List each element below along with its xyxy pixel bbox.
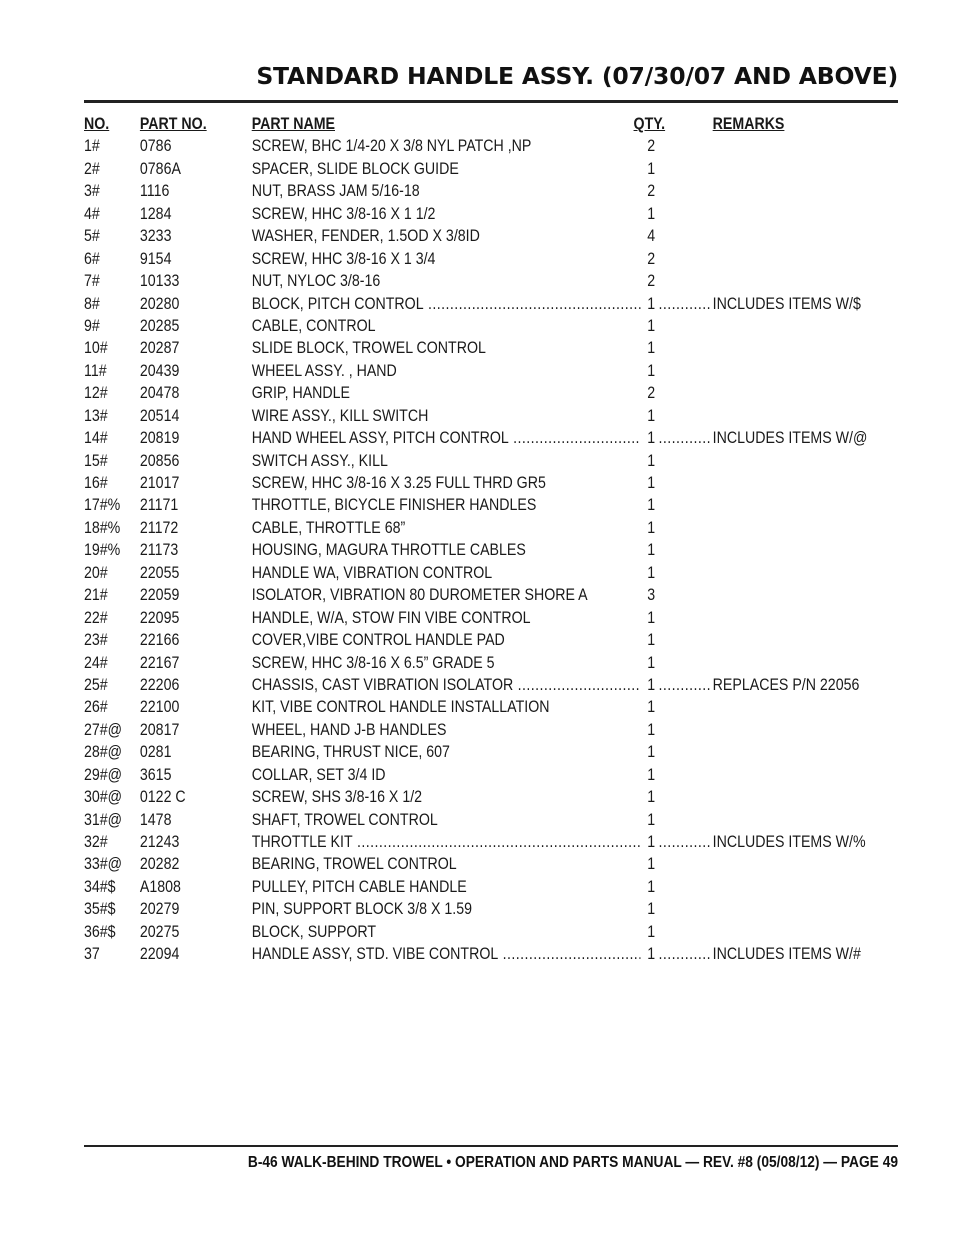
table-row <box>84 315 898 337</box>
row-no: 35#$ <box>84 900 116 919</box>
row-qty: 1 <box>647 833 656 851</box>
row-no: 24# <box>84 653 108 672</box>
table-row <box>84 943 898 965</box>
dot-leader <box>658 831 710 853</box>
row-qty: 1 <box>647 204 656 223</box>
row-qty: 1 <box>647 922 656 941</box>
row-part-no: 20275 <box>139 922 180 941</box>
row-part-name: THROTTLE, BICYCLE FINISHER HANDLES <box>251 496 537 515</box>
table-row <box>84 248 898 270</box>
row-qty: 1 <box>647 855 656 874</box>
row-no: 7# <box>84 272 100 291</box>
row-qty: 1 <box>647 765 656 784</box>
row-part-no: 0122 C <box>139 788 186 807</box>
row-remarks: INCLUDES ITEMS W/@ <box>712 429 868 448</box>
dot-leader: CHASSIS, CAST VIBRATION ISOLATOR ..... <box>252 674 641 696</box>
table-row <box>84 853 898 875</box>
row-part-no: 0281 <box>139 743 172 762</box>
row-no: 27#@ <box>84 720 123 739</box>
row-qty: 3 <box>647 586 656 605</box>
row-qty: 1 <box>647 406 656 425</box>
row-part-no: 20287 <box>139 339 180 358</box>
table-row <box>84 831 898 853</box>
table-row <box>84 158 898 180</box>
row-part-no: 20817 <box>139 720 180 739</box>
row-part-no: 1478 <box>139 810 172 829</box>
row-qty: 1 <box>647 698 656 717</box>
row-part-name: SCREW, BHC 1/4-20 X 3/8 NYL PATCH ,NP <box>251 137 532 156</box>
row-no: 14# <box>84 429 108 448</box>
table-row <box>84 494 898 516</box>
row-part-no: 22167 <box>139 653 180 672</box>
table-row <box>84 898 898 920</box>
footer-divider <box>84 1145 898 1147</box>
page-footer: B-46 WALK-BEHIND TROWEL • OPERATION AND PARTS MANUAL — REV. #8 (05/08/12) — PAGE 49 <box>247 1154 899 1171</box>
row-qty: 1 <box>647 474 656 492</box>
row-part-no: 0786 <box>139 137 172 156</box>
row-remarks: REPLACES P/N 22056 <box>712 675 860 694</box>
row-no: 1# <box>84 137 100 156</box>
row-part-name: SHAFT, TROWEL CONTROL <box>251 810 438 829</box>
row-part-name: SCREW, HHC 3/8-16 X 1 1/2 <box>251 204 436 223</box>
table-row <box>84 539 898 561</box>
row-part-no: 10133 <box>139 272 180 291</box>
row-part-name: GRIP, HANDLE <box>251 384 351 403</box>
row-part-no: 22055 <box>139 563 180 582</box>
row-part-name: WASHER, FENDER, 1.5OD X 3/8ID <box>251 227 480 246</box>
row-no: 6# <box>84 249 100 268</box>
row-no: 28#@ <box>84 743 123 762</box>
row-part-no: A1808 <box>139 877 181 896</box>
row-qty: 1 <box>647 608 656 627</box>
row-no: 13# <box>84 406 108 425</box>
row-no: 37 <box>84 945 100 964</box>
row-part-no: 20279 <box>139 900 180 919</box>
row-qty: 1 <box>647 743 656 762</box>
row-part-no: 20514 <box>139 406 180 425</box>
row-qty: 1 <box>647 159 656 178</box>
row-part-no: 21173 <box>139 541 179 560</box>
row-no: 30#@ <box>84 788 123 807</box>
row-qty: 1 <box>647 945 656 964</box>
table-row <box>84 135 898 157</box>
row-part-no: 21243 <box>139 833 180 851</box>
row-no: 29#@ <box>84 765 123 784</box>
row-remarks: INCLUDES ITEMS W/% <box>712 833 866 851</box>
row-part-name: KIT, VIBE CONTROL HANDLE INSTALLATION <box>251 698 550 717</box>
table-row <box>84 450 898 472</box>
table-row <box>84 809 898 831</box>
table-row <box>84 607 898 629</box>
parts-list-table <box>84 113 898 966</box>
table-row <box>84 180 898 202</box>
row-part-name: COVER,VIBE CONTROL HANDLE PAD <box>251 631 505 650</box>
row-qty: 1 <box>647 563 656 582</box>
table-row <box>84 293 898 315</box>
row-no: 34#$ <box>84 877 116 896</box>
row-part-name: HOUSING, MAGURA THROTTLE CABLES <box>251 541 526 560</box>
row-qty: 1 <box>647 631 656 650</box>
row-part-name: CABLE, THROTTLE 68” <box>251 518 406 537</box>
row-qty: 1 <box>647 720 656 739</box>
row-no: 11# <box>84 361 107 380</box>
row-part-name: NUT, BRASS JAM 5/16-18 <box>251 182 420 201</box>
row-no: 25# <box>84 675 108 694</box>
header-part-name: PART NAME <box>251 115 335 133</box>
row-no: 26# <box>84 698 108 717</box>
row-qty: 1 <box>647 429 656 448</box>
row-qty: 1 <box>647 788 656 807</box>
row-qty: 1 <box>647 294 656 313</box>
row-part-name: SCREW, SHS 3/8-16 X 1/2 <box>251 788 423 807</box>
row-no: 8# <box>84 294 100 313</box>
table-row <box>84 764 898 786</box>
dot-leader: HANDLE ASSY, STD. VIBE CONTROL ..... <box>252 943 641 965</box>
row-part-name: HANDLE, W/A, STOW FIN VIBE CONTROL <box>251 608 531 627</box>
row-no: 16# <box>84 474 108 492</box>
row-part-name: PIN, SUPPORT BLOCK 3/8 X 1.59 <box>251 900 473 919</box>
row-part-no: 21172 <box>139 518 179 537</box>
table-row <box>84 225 898 247</box>
row-part-name: SWITCH ASSY., KILL <box>251 451 388 470</box>
dot-leader <box>658 427 710 449</box>
row-part-no: 1116 <box>139 182 170 201</box>
row-part-name: PULLEY, PITCH CABLE HANDLE <box>251 877 467 896</box>
row-qty: 1 <box>647 541 656 560</box>
row-part-name: BEARING, THRUST NICE, 607 <box>251 743 450 762</box>
row-no: 9# <box>84 316 100 335</box>
row-part-no: 22100 <box>139 698 180 717</box>
row-part-no: 21171 <box>139 496 179 515</box>
row-qty: 1 <box>647 518 656 537</box>
row-qty: 1 <box>647 810 656 829</box>
row-no: 31#@ <box>84 810 123 829</box>
row-part-no: 20282 <box>139 855 180 874</box>
row-part-name: SLIDE BLOCK, TROWEL CONTROL <box>251 339 486 358</box>
row-qty: 1 <box>647 653 656 672</box>
row-part-no: 22206 <box>139 675 180 694</box>
row-no: 10# <box>84 339 108 358</box>
row-no: 32# <box>84 833 108 851</box>
table-row <box>84 876 898 898</box>
row-qty: 1 <box>647 361 656 380</box>
table-row <box>84 203 898 225</box>
row-part-name: BLOCK, SUPPORT <box>251 922 377 941</box>
row-no: 3# <box>84 182 100 201</box>
row-no: 33#@ <box>84 855 123 874</box>
table-row <box>84 517 898 539</box>
table-row <box>84 696 898 718</box>
row-part-no: 22166 <box>139 631 180 650</box>
row-part-no: 3233 <box>139 227 172 246</box>
table-row <box>84 472 898 494</box>
row-part-no: 20478 <box>139 384 180 403</box>
header-qty: QTY. <box>633 115 666 133</box>
row-part-no: 0786A <box>139 159 181 178</box>
dot-leader: BLOCK, PITCH CONTROL ..... <box>252 293 641 315</box>
row-part-name: SCREW, HHC 3/8-16 X 6.5” GRADE 5 <box>251 653 495 672</box>
row-part-name: SCREW, HHC 3/8-16 X 1 3/4 <box>251 249 436 268</box>
row-no: 12# <box>84 384 108 403</box>
dot-leader: THROTTLE KIT ..... <box>252 831 641 853</box>
row-part-no: 20819 <box>139 429 180 448</box>
row-part-name: COLLAR, SET 3/4 ID <box>251 765 386 784</box>
row-part-name: WHEEL, HAND J-B HANDLES <box>251 720 447 739</box>
dot-leader <box>658 674 710 696</box>
table-row <box>84 405 898 427</box>
table-row <box>84 741 898 763</box>
row-part-name: WIRE ASSY., KILL SWITCH <box>251 406 429 425</box>
row-qty: 2 <box>647 272 656 291</box>
row-no: 22# <box>84 608 108 627</box>
dot-leader: HAND WHEEL ASSY, PITCH CONTROL ..... <box>252 427 641 449</box>
table-row <box>84 382 898 404</box>
row-qty: 1 <box>647 877 656 896</box>
row-part-no: 20280 <box>139 294 180 313</box>
table-row <box>84 629 898 651</box>
header-remarks: REMARKS <box>712 115 785 133</box>
row-qty: 1 <box>647 339 656 358</box>
row-qty: 2 <box>647 137 656 156</box>
row-no: 36#$ <box>84 922 116 941</box>
row-part-name: SCREW, HHC 3/8-16 X 3.25 FULL THRD GR5 <box>251 474 546 492</box>
row-part-no: 20439 <box>139 361 180 380</box>
table-row <box>84 427 898 449</box>
row-qty: 1 <box>647 675 656 694</box>
row-no: 18#% <box>84 518 121 537</box>
row-part-name: ISOLATOR, VIBRATION 80 DUROMETER SHORE A <box>251 586 588 605</box>
row-qty: 1 <box>647 496 656 515</box>
row-part-name: NUT, NYLOC 3/8-16 <box>251 272 381 291</box>
table-header-row <box>84 113 898 135</box>
row-no: 5# <box>84 227 100 246</box>
row-part-name: HANDLE WA, VIBRATION CONTROL <box>251 563 493 582</box>
row-part-no: 9154 <box>139 249 172 268</box>
header-no: NO. <box>84 115 110 133</box>
row-qty: 2 <box>647 182 656 201</box>
row-part-no: 22094 <box>139 945 180 964</box>
row-part-name: CABLE, CONTROL <box>251 316 376 335</box>
row-remarks: INCLUDES ITEMS W/$ <box>712 294 861 313</box>
table-row <box>84 562 898 584</box>
row-part-no: 1284 <box>139 204 172 223</box>
row-no: 17#% <box>84 496 121 515</box>
page-title: STANDARD HANDLE ASSY. (07/30/07 AND ABOVE) <box>256 62 898 90</box>
row-no: 15# <box>84 451 108 470</box>
table-row <box>84 270 898 292</box>
row-qty: 1 <box>647 316 656 335</box>
row-qty: 2 <box>647 249 656 268</box>
table-row <box>84 584 898 606</box>
header-part-no: PART NO. <box>139 115 207 133</box>
row-qty: 1 <box>647 900 656 919</box>
table-row <box>84 360 898 382</box>
dot-leader <box>658 943 710 965</box>
table-row <box>84 786 898 808</box>
title-divider <box>84 100 898 103</box>
row-no: 21# <box>84 586 108 605</box>
row-qty: 4 <box>647 227 656 246</box>
row-part-no: 20285 <box>139 316 180 335</box>
row-remarks: INCLUDES ITEMS W/# <box>712 945 861 964</box>
row-part-no: 20856 <box>139 451 180 470</box>
row-no: 20# <box>84 563 108 582</box>
row-no: 23# <box>84 631 108 650</box>
row-part-name: BEARING, TROWEL CONTROL <box>251 855 457 874</box>
table-row <box>84 337 898 359</box>
row-no: 2# <box>84 159 100 178</box>
row-part-name: WHEEL ASSY. , HAND <box>251 361 397 380</box>
table-row <box>84 674 898 696</box>
row-part-no: 21017 <box>139 474 180 492</box>
row-part-name: SPACER, SLIDE BLOCK GUIDE <box>251 159 459 178</box>
row-qty: 1 <box>647 451 656 470</box>
table-row <box>84 921 898 943</box>
row-part-no: 3615 <box>139 765 172 784</box>
row-no: 19#% <box>84 541 121 560</box>
table-row <box>84 719 898 741</box>
row-part-no: 22059 <box>139 586 180 605</box>
table-row <box>84 652 898 674</box>
dot-leader <box>658 293 710 315</box>
row-part-no: 22095 <box>139 608 180 627</box>
row-no: 4# <box>84 204 100 223</box>
row-qty: 2 <box>647 384 656 403</box>
